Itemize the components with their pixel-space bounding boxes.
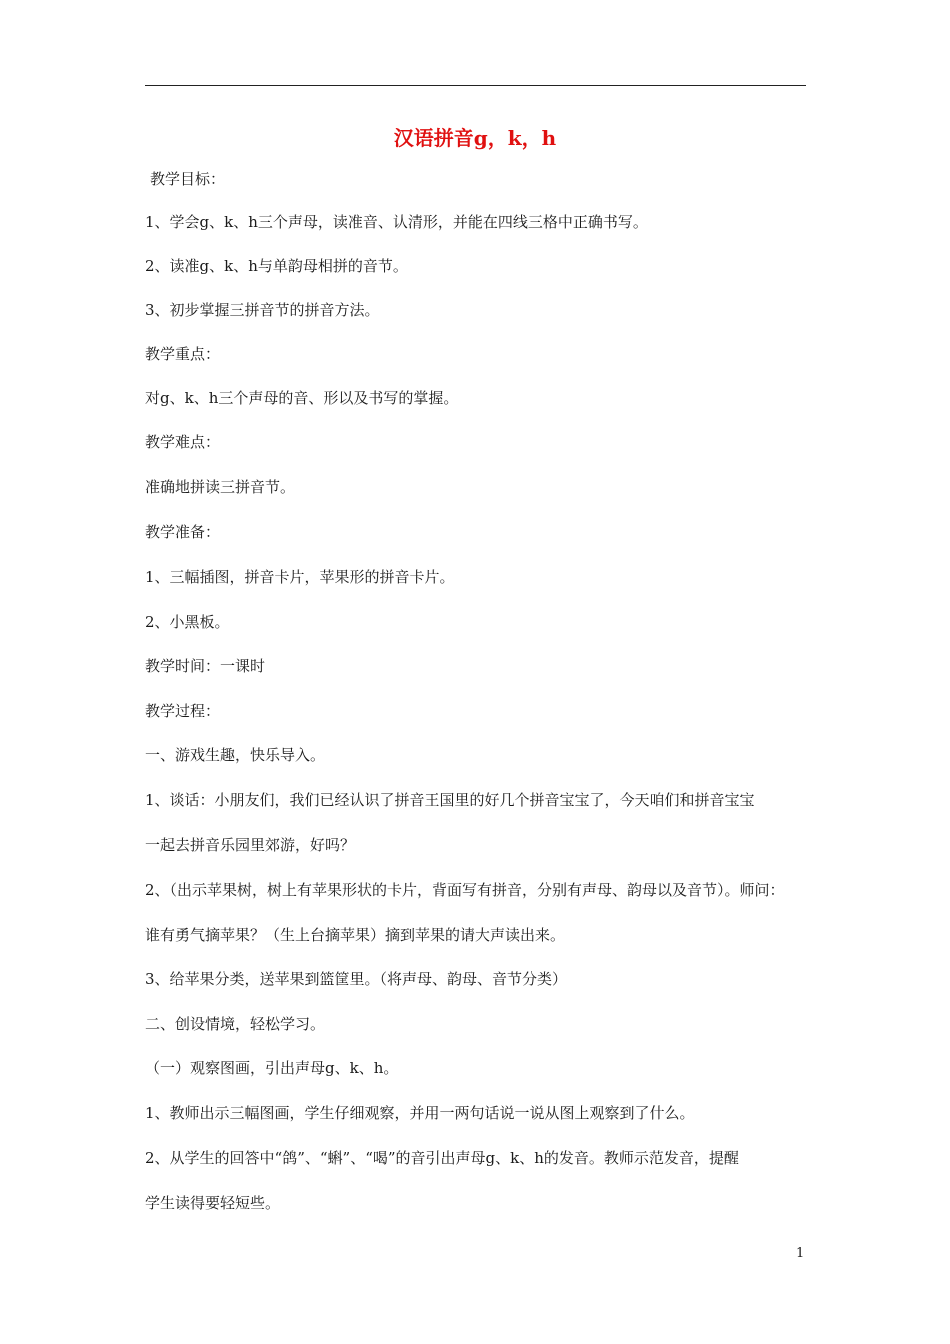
paragraph: 准确地拼读三拼音节。 bbox=[145, 478, 296, 496]
paragraph: 2、（出示苹果树，树上有苹果形状的卡片，背面写有拼音，分别有声母、韵母以及音节）。师问： bbox=[145, 881, 785, 899]
page-number: 1 bbox=[796, 1246, 805, 1261]
paragraph: 1、三幅插图，拼音卡片，苹果形的拼音卡片。 bbox=[145, 568, 455, 586]
paragraph: 谁有勇气摘苹果？（生上台摘苹果）摘到苹果的请大声读出来。 bbox=[145, 926, 566, 944]
paragraph: 教学准备： bbox=[145, 523, 221, 541]
paragraph: 学生读得要轻短些。 bbox=[145, 1194, 281, 1212]
paragraph: 2、小黑板。 bbox=[145, 613, 230, 631]
paragraph: （一）观察图画，引出声母g、k、h。 bbox=[145, 1059, 399, 1077]
paragraph: 一、游戏生趣，快乐导入。 bbox=[145, 746, 326, 764]
paragraph: 3、给苹果分类，送苹果到篮筐里。（将声母、韵母、音节分类） bbox=[145, 970, 568, 988]
paragraph: 2、读准g、k、h与单韵母相拼的音节。 bbox=[145, 257, 408, 275]
header-rule bbox=[145, 85, 806, 86]
paragraph: 二、创设情境，轻松学习。 bbox=[145, 1015, 326, 1033]
paragraph: 教学目标： bbox=[150, 170, 226, 188]
paragraph: 1、谈话：小朋友们，我们已经认识了拼音王国里的好几个拼音宝宝了，今天咱们和拼音宝宝 bbox=[145, 791, 755, 809]
paragraph: 2、从学生的回答中“鸽”、“蝌”、“喝”的音引出声母g、k、h的发音。教师示范发音，提醒 bbox=[145, 1149, 739, 1167]
paragraph: 对g、k、h三个声母的音、形以及书写的掌握。 bbox=[145, 389, 459, 407]
paragraph: 教学重点： bbox=[145, 345, 221, 363]
paragraph: 教学过程： bbox=[145, 702, 221, 720]
paragraph: 3、初步掌握三拼音节的拼音方法。 bbox=[145, 301, 380, 319]
paragraph: 1、学会g、k、h三个声母，读准音、认清形，并能在四线三格中正确书写。 bbox=[145, 213, 648, 231]
paragraph: 1、教师出示三幅图画，学生仔细观察，并用一两句话说一说从图上观察到了什么。 bbox=[145, 1104, 695, 1122]
document-title: 汉语拼音g，k，h bbox=[393, 126, 557, 150]
paragraph: 一起去拼音乐园里郊游，好吗？ bbox=[145, 836, 356, 854]
paragraph: 教学难点： bbox=[145, 433, 221, 451]
paragraph: 教学时间：一课时 bbox=[145, 657, 266, 675]
